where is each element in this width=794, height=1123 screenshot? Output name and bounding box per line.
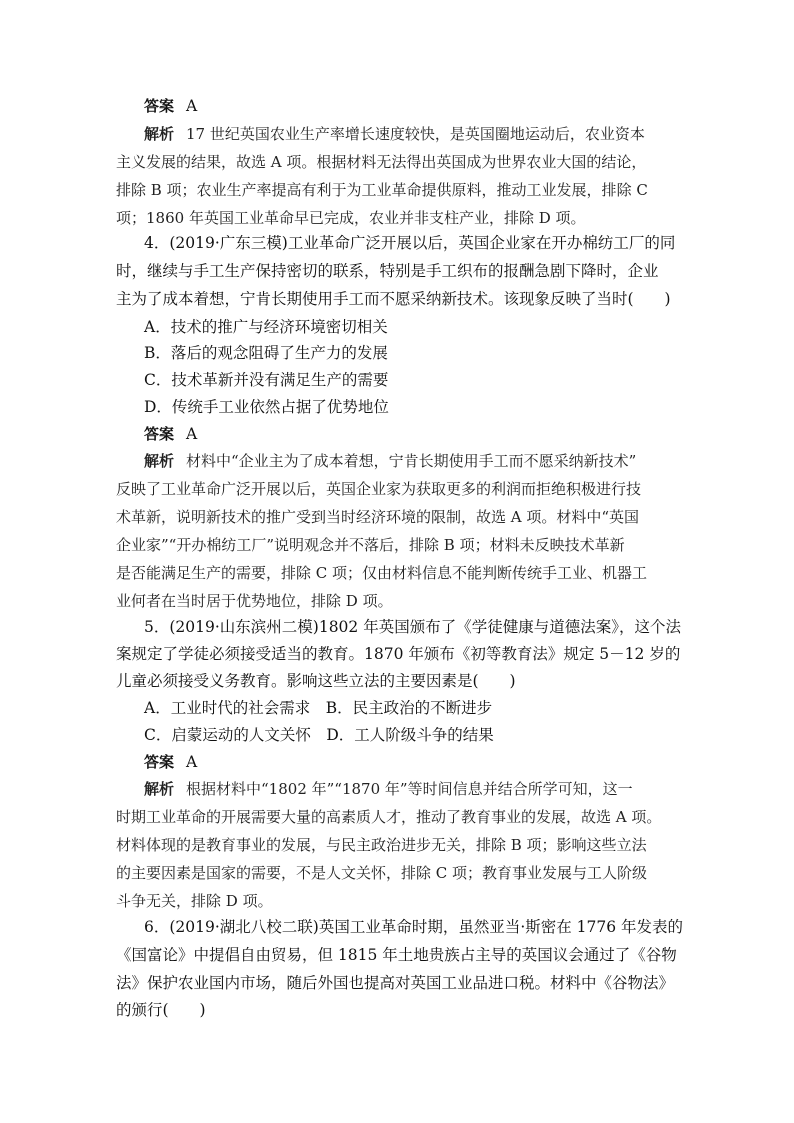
- q4-analysis-line-3: 术革新，说明新技术的推广受到当时经济环境的限制，故选 A 项。材料中“英国: [116, 508, 640, 526]
- q6-stem-line-2: 《国富论》中提倡自由贸易，但 1815 年土地贵族占主导的英国议会通过了《谷物: [116, 946, 677, 964]
- analysis-label: 解析: [144, 780, 175, 798]
- q5-options-row-1: A．工业时代的社会需求 B．民主政治的不断进步: [144, 699, 493, 717]
- q5-stem-line-1: 5．(2019·山东滨州二模)1802 年英国颁布了《学徒健康与道德法案》，这个法: [144, 618, 681, 636]
- q3-answer-line: [144, 96, 197, 116]
- q5-analysis-line-5: 斗争无关，排除 D 项。: [116, 892, 273, 910]
- q3-analysis-line-4: 项；1860 年英国工业革命早已完成，农业并非支柱产业，排除 D 项。: [116, 209, 586, 227]
- q4-option-b: B．落后的观念阻碍了生产力的发展: [144, 344, 388, 362]
- q3-analysis-line-3: 排除 B 项；农业生产率提高有利于为工业革命提供原料，推动工业发展，排除 C: [116, 181, 648, 199]
- q4-analysis-line-2: 反映了工业革命广泛开展以后，英国企业家为获取更多的利润而拒绝积极进行技: [116, 480, 642, 498]
- q4-answer-line: [144, 424, 197, 444]
- q5-answer: A: [186, 753, 198, 771]
- q3-analysis-line-2: 主义发展的结果，故选 A 项。根据材料无法得出英国成为世界农业大国的结论，: [116, 153, 647, 171]
- q4-option-d: D．传统手工业依然占据了优势地位: [144, 398, 389, 416]
- q5-answer-line: [144, 752, 197, 772]
- answer-label: 答案: [144, 753, 175, 771]
- q6-stem-line-1: 6．(2019·湖北八校二联)英国工业革命时期，虽然亚当·斯密在 1776 年发表的: [144, 918, 684, 936]
- q6-stem-line-4: 的颁行( ): [116, 1001, 206, 1019]
- q4-stem-line-2: 时，继续与手工生产保持密切的联系，特别是手工织布的报酬急剧下降时，企业: [116, 262, 659, 280]
- q3-analysis-line-1: 解析 17 世纪英国农业生产率增长速度较快，是英国圈地运动后，农业资本: [144, 125, 645, 143]
- analysis-label: 解析: [144, 452, 175, 470]
- q4-analysis-line-1: 解析 材料中“企业主为了成本着想，宁肯长期使用手工而不愿采纳新技术”: [144, 452, 637, 470]
- q5-stem-line-2: 案规定了学徒必须接受适当的教育。1870 年颁布《初等教育法》规定 5－12 岁的: [116, 645, 681, 663]
- q4-analysis-line-5: 是否能满足生产的需要，排除 C 项；仅由材料信息不能判断传统手工业、机器工: [116, 564, 648, 582]
- q6-stem-line-3: 法》保护农业国内市场，随后外国也提高对英国工业品进口税。材料中《谷物法》: [116, 974, 675, 992]
- q5-analysis-line-4: 的主要因素是国家的需要，不是人文关怀，排除 C 项；教育事业发展与工人阶级: [116, 864, 648, 882]
- analysis-label: 解析: [144, 125, 175, 143]
- q4-stem-line-1: 4．(2019·广东三模)工业革命广泛开展以后，英国企业家在开办棉纺工厂的同: [144, 234, 676, 252]
- q5-analysis-line-3: 材料体现的是教育事业的发展，与民主政治进步无关，排除 B 项；影响这些立法: [116, 836, 647, 854]
- q4-analysis-line-6: 业何者在当时居于优势地位，排除 D 项。: [116, 592, 393, 610]
- q4-stem-line-3: 主为了成本着想，宁肯长期使用手工而不愿采纳新技术。该现象反映了当时( ): [116, 290, 671, 308]
- q5-analysis-line-1: 解析 根据材料中“1802 年”“1870 年”等时间信息并结合所学可知，这一: [144, 780, 633, 798]
- q4-analysis-line-4: 企业家”“开办棉纺工厂”说明观念并不落后，排除 B 项；材料未反映技术革新: [116, 536, 625, 554]
- q4-option-c: C．技术革新并没有满足生产的需要: [144, 371, 389, 389]
- q4-answer: A: [186, 425, 198, 443]
- q5-options-row-2: C．启蒙运动的人文关怀 D．工人阶级斗争的结果: [144, 726, 494, 744]
- q5-stem-line-3: 儿童必须接受义务教育。影响这些立法的主要因素是( ): [116, 672, 516, 690]
- answer-label: 答案: [144, 97, 175, 115]
- q5-analysis-line-2: 时期工业革命的开展需要大量的高素质人才，推动了教育事业的发展，故选 A 项。: [116, 808, 662, 826]
- q3-answer: A: [186, 97, 198, 115]
- answer-label: 答案: [144, 425, 175, 443]
- q4-option-a: A．技术的推广与经济环境密切相关: [144, 318, 388, 336]
